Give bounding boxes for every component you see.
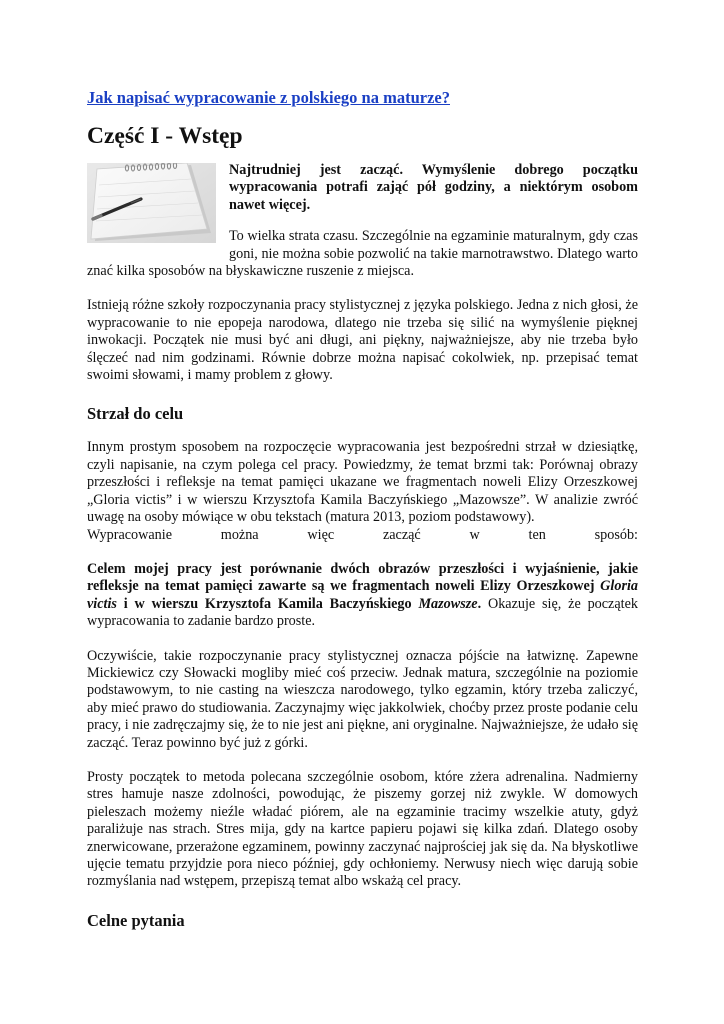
section-heading-intro: Część I - Wstęp: [87, 123, 243, 149]
example-bold-1: Celem mojej pracy jest porównanie dwóch obrazów przeszłości i wyjaśnienie, jakie refleksje na temat pamięci zawarte są we fragmentach noweli Elizy Orzeszkowej: [87, 560, 638, 595]
paragraph-3: Innym prostym sposobem na rozpoczęcie wypracowania jest bezpośredni strzał w dziesiątkę, czyli napisanie, na czym polega cel pracy. Powiedzmy, że temat brzmi tak: Porównaj obrazy przeszłości i refleksje na temat pamięci ukazane we fragmentach noweli Elizy Orzeszkowej „Gloria victis” i w wierszu Krzysztofa Kamila Baczyńskiego „Mazowsze”. W analizie zwróć uwagę na osoby mówiące w obu tekstach (matura 2013, poziom podstawowy).: [87, 439, 638, 526]
paragraph-3-tail: Wypracowanie można więc zacząć w ten sposób:: [87, 526, 638, 543]
document-page: [87, 0, 638, 931]
paragraph-5: Prosty początek to metoda polecana szczególnie osobom, które zżera adrenalina. Nadmierny stres hamuje nasze zdolności, powodując, że piszemy gorzej niż zwykle. W domowych pieleszach możemy nieźle władać piórem, ale na egzaminie tracimy wszelkie atuty, gdyż paraliżuje nas strach. Stres mija, gdy na kartce papieru pojawi się kilka zdań. Dlatego osoby znerwicowane, przerażone egzaminem, powinny zaczynać najprościej jak się da. Na błyskotliwe ujęcie tematu przyjdzie pora nieco później, gdy ochłoniemy. Nerwusy niech więc darują sobie rozmyślania nad wstępem, przepiszą temat albo wskażą cel pracy.: [87, 768, 638, 890]
example-title-mazowsze: Mazowsze: [418, 595, 478, 612]
paragraph-2: Istnieją różne szkoły rozpoczynania pracy stylistycznej z języka polskiego. Jedna z nich głosi, że wypracowanie to nie epopeja narodowa, dlatego nie trzeba się silić na wymyślenie pięknej inwokacji. Początek nie musi być ani długi, ani piękny, najważniejsze, aby nie trzeba było ślęczeć nad nim godzinami. Równie dobrze można napisać cokolwiek, np. przepisać temat swoimi słowami, i mamy problem z głowy.: [87, 297, 638, 384]
article-title-link[interactable]: Jak napisać wypracowanie z polskiego na maturze?: [87, 88, 450, 107]
paragraph-4: Oczywiście, takie rozpoczynanie pracy stylistycznej oznacza pójście na łatwiznę. Zapewne Mickiewicz czy Słowacki mogliby mieć coś przeciw. Jednak matura, szczególnie na poziomie podstawowym, to nie casting na wieszcza narodowego, tylko egzamin, który trzeba zaliczyć, aby mieć prawo do studiowania. Zaczynajmy więc jakkolwiek, choćby przez proste podanie celu pracy, i nie zadręczajmy się, że to nie jest ani piękne, ani oryginalne. Najważniejsze, że udało się zacząć. Teraz powinno być już z górki.: [87, 647, 638, 751]
example-normal-text: Okazuje się, że początek wypracowania to zadanie bardzo proste.: [87, 595, 638, 630]
lead-paragraph: Najtrudniej jest zacząć. Wymyślenie dobrego początku wypracowania potrafi zająć pół godziny, a niektórym osobom nawet więcej.: [229, 162, 638, 213]
intro-block: [87, 162, 638, 280]
section-heading-strzal: Strzał do celu: [87, 404, 184, 424]
notebook-pen-icon: [87, 163, 216, 243]
paragraph-1: To wielka strata czasu. Szczególnie na egzaminie maturalnym, gdy czas goni, nie można sobie pozwolić na takie marnotrawstwo. Dlatego warto znać kilka sposobów na błyskawiczne ruszenie z miejsca.: [87, 228, 638, 280]
example-bold-2: i w wierszu Krzysztofa Kamila Baczyńskiego: [116, 595, 419, 612]
notebook-pen-photo: [87, 163, 216, 243]
section-heading-celne-pytania: Celne pytania: [87, 910, 185, 930]
example-title-gloria-victis: Gloria victis: [87, 578, 638, 612]
example-paragraph: [87, 561, 638, 631]
example-bold-3: .: [477, 595, 482, 612]
